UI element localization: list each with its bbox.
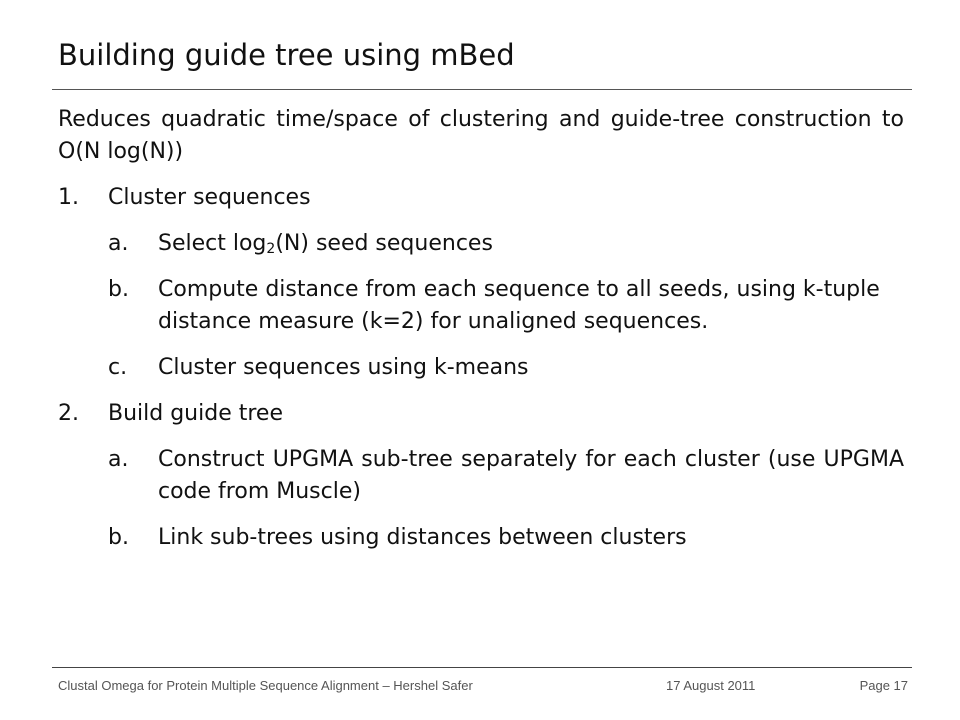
step-2a-marker: a. bbox=[108, 447, 129, 472]
footer-page-number: Page 17 bbox=[859, 678, 908, 693]
footer-divider bbox=[52, 667, 912, 668]
step-1b-marker: b. bbox=[108, 277, 129, 302]
log-base-subscript: 2 bbox=[266, 241, 276, 257]
step-1a bbox=[58, 228, 904, 260]
step-2b-marker: b. bbox=[108, 525, 129, 550]
step-1b bbox=[58, 274, 904, 338]
step-2b bbox=[58, 522, 904, 554]
step-1b-text: Compute distance from each sequence to all seeds, using k-tuple distance measure (k=2) for unaligned sequences. bbox=[158, 277, 880, 334]
step-1a-marker: a. bbox=[108, 231, 129, 256]
step-2a bbox=[58, 444, 904, 508]
title-divider bbox=[52, 89, 912, 90]
step-2-label: Build guide tree bbox=[108, 401, 283, 426]
footer-date: 17 August 2011 bbox=[666, 678, 756, 693]
step-1a-text bbox=[158, 228, 904, 260]
step-1c bbox=[58, 352, 904, 384]
footer-credit: Clustal Omega for Protein Multiple Sequence Alignment – Hershel Safer bbox=[58, 678, 473, 693]
step-1a-text-pre: Select log bbox=[158, 231, 267, 256]
step-2-marker: 2. bbox=[58, 401, 79, 426]
intro-paragraph: Reduces quadratic time/space of clustering and guide-tree construction to O(N log(N)) bbox=[58, 107, 904, 164]
step-1c-marker: c. bbox=[108, 355, 128, 380]
slide-body bbox=[58, 104, 904, 568]
step-2 bbox=[58, 398, 904, 430]
step-1 bbox=[58, 182, 904, 214]
step-2a-text: Construct UPGMA sub-tree separately for each cluster (use UPGMA code from Muscle) bbox=[158, 447, 904, 504]
step-2b-text: Link sub-trees using distances between clusters bbox=[158, 525, 687, 550]
slide-title: Building guide tree using mBed bbox=[58, 38, 515, 72]
step-1c-text: Cluster sequences using k-means bbox=[158, 355, 529, 380]
step-1a-text-post: (N) seed sequences bbox=[275, 231, 493, 256]
step-1-label: Cluster sequences bbox=[108, 185, 311, 210]
step-1-marker: 1. bbox=[58, 185, 79, 210]
